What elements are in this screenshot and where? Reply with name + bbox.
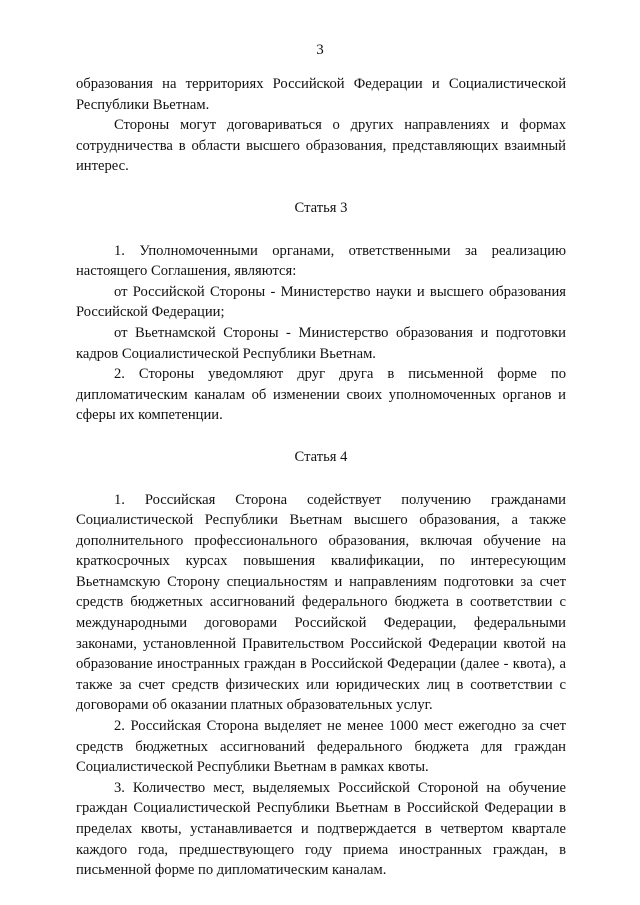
spacer (76, 468, 566, 490)
spacer (76, 219, 566, 241)
spacer (76, 177, 566, 198)
other-forms-paragraph: Стороны могут договариваться о других направлениях и формах сотрудничества в области высшего образования, представляющих взаимный интерес. (76, 117, 566, 175)
document-body (76, 74, 566, 881)
article-3-heading: Статья 3 (294, 199, 348, 216)
continuation-paragraph: образования на территориях Российской Федерации и Социалистической Республики Вьетнам. (76, 76, 566, 113)
article-3-clause-2: 2. Стороны уведомляют друг друга в письменной форме по дипломатическим каналам об изменении своих уполномоченных органов и сферы их компетенции. (76, 366, 566, 424)
article-4-heading: Статья 4 (294, 448, 348, 465)
article-4-clause-2: 2. Российская Сторона выделяет не менее 1000 мест ежегодно за счет средств бюджетных ассигнований федерального бюджета для граждан Социалистической Республики Вьетнам в рамках квоты. (76, 718, 566, 776)
article-4-clause-1: 1. Российская Сторона содействует получению гражданами Социалистической Республики Вьетнам высшего образования, а также дополнительного профессионального образования, включая обучение на краткосрочных курсах повышения квалификации, по интересующим Вьетнамскую Сторону специальностям и направлениям подготовки за счет средств бюджетных ассигнований федерального бюджета в соответствии с международными договорами Российской Федерации, федеральными законами, установленной Правительством Российской Федерации квотой на образование иностранных граждан в Российской Федерации (далее - квота), а также за счет средств физических или юридических лиц в соответствии с договорами об оказании платных образовательных услуг. (76, 491, 566, 714)
spacer (76, 426, 566, 447)
article-3-russian-authority: от Российской Стороны - Министерство науки и высшего образования Российской Федерации; (76, 283, 566, 321)
article-3-vietnamese-authority: от Вьетнамской Стороны - Министерство образования и подготовки кадров Социалистической Республики Вьетнам. (76, 324, 566, 362)
page-number: 3 (316, 42, 324, 58)
article-3-clause-1: 1. Уполномоченными органами, ответственными за реализацию настоящего Соглашения, являются: (76, 242, 566, 280)
article-4-clause-3: 3. Количество мест, выделяемых Российской Стороной на обучение граждан Социалистической Республики Вьетнам в Российской Федерации в пределах квоты, устанавливается и подтверждается в четвертом квартале каждого года, предшествующего году приема иностранных граждан, в письменной форме по дипломатическим каналам. (76, 779, 566, 879)
